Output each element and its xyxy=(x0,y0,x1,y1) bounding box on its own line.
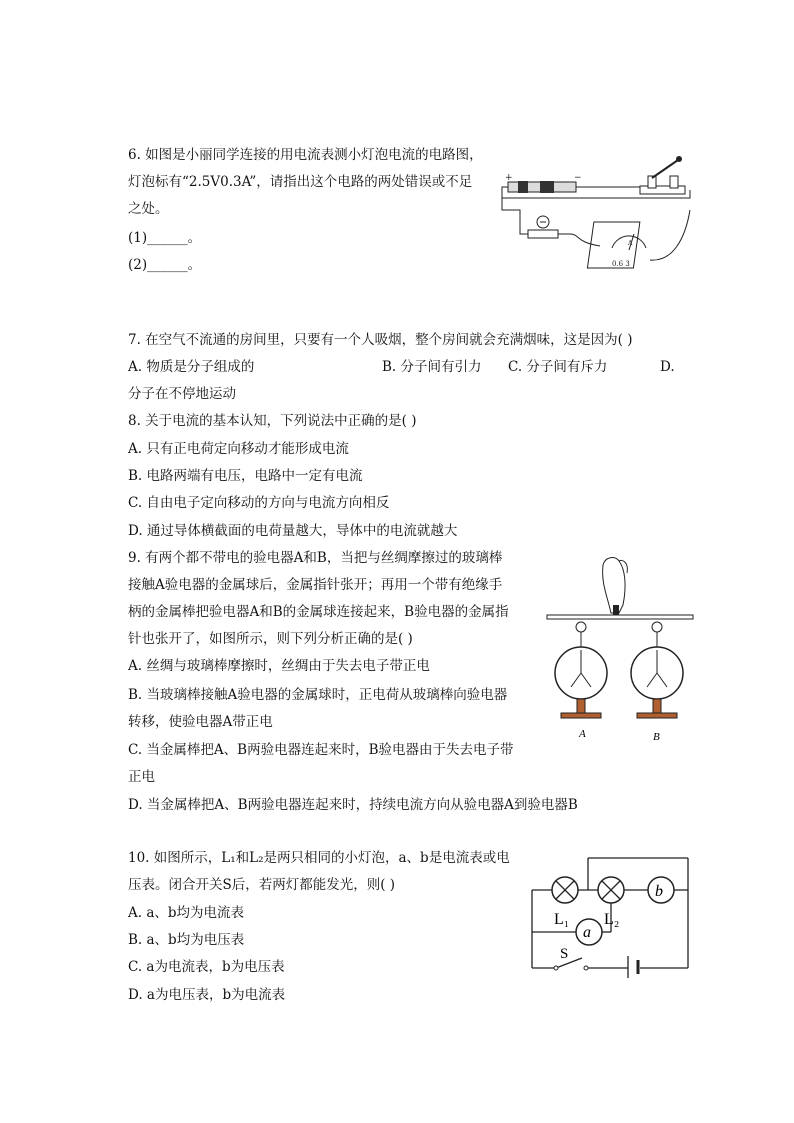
q6-blank-1: (1)______。 xyxy=(128,230,202,246)
q8-option-b: B. 电路两端有电压，电路中一定有电流 xyxy=(128,468,363,484)
metal-rod xyxy=(547,615,693,619)
ammeter-scale-label: 0.6 3 xyxy=(612,260,630,268)
hand-icon xyxy=(603,558,628,615)
lamp-l2-label: L₂ xyxy=(604,911,620,928)
electroscope-a-icon xyxy=(555,622,607,718)
q7-option-d-text: 分子在不停地运动 xyxy=(128,386,236,402)
q6-stem-line1: 6. 如图是小丽同学连接的用电流表测小灯泡电流的电路图， xyxy=(128,147,483,163)
q6-circuit-figure xyxy=(500,150,700,275)
meter-a-label: a xyxy=(583,924,591,941)
q7-option-d-marker: D. xyxy=(660,359,675,375)
q10-option-c: C. a为电流表，b为电压表 xyxy=(128,959,285,975)
q9-option-b-line2: 转移，使验电器A带正电 xyxy=(128,714,273,730)
q8-option-a: A. 只有正电荷定向移动才能形成电流 xyxy=(128,441,349,457)
q10-stem-line2: 压表。闭合开关S后，若两灯都能发光，则( ) xyxy=(128,877,396,893)
q7-option-c: C. 分子间有斥力 xyxy=(508,359,608,375)
q7-option-b: B. 分子间有引力 xyxy=(382,359,482,375)
q10-option-b: B. a、b均为电压表 xyxy=(128,932,245,948)
q10-option-a: A. a、b均为电流表 xyxy=(128,905,245,921)
q9-stem-line2: 接触A验电器的金属球后，金属指针张开；再用一个带有绝缘手 xyxy=(128,577,503,593)
q9-option-c-line2: 正电 xyxy=(128,769,155,785)
q7-option-a: A. 物质是分子组成的 xyxy=(128,359,255,375)
q9-electroscope-figure xyxy=(545,555,695,745)
q9-stem-line3: 柄的金属棒把验电器A和B的金属球连接起来，B验电器的金属指 xyxy=(128,604,509,620)
q6-blank-2: (2)______。 xyxy=(128,257,202,273)
electroscope-b-label: B xyxy=(653,731,660,743)
q10-stem-line1: 10. 如图所示，L₁和L₂是两只相同的小灯泡，a、b是电流表或电 xyxy=(128,850,510,866)
lamp-l1-icon xyxy=(552,877,578,903)
lamp-l1-label: L₁ xyxy=(554,911,570,928)
q9-stem-line4: 针也张开了，如图所示，则下列分析正确的是( ) xyxy=(128,631,413,647)
q10-option-d: D. a为电压表，b为电流表 xyxy=(128,987,286,1003)
q8-stem: 8. 关于电流的基本认知，下列说法中正确的是( ) xyxy=(128,413,417,429)
electroscope-a-label: A xyxy=(579,728,586,740)
lamp-l2-icon xyxy=(598,877,624,903)
q8-option-d: D. 通过导体横截面的电荷量越大，导体中的电流就越大 xyxy=(128,523,458,539)
switch-icon xyxy=(640,156,685,194)
q9-option-d: D. 当金属棒把A、B两验电器连起来时，持续电流方向从验电器A到验电器B xyxy=(128,797,578,813)
q9-option-c-line1: C. 当金属棒把A、B两验电器连起来时，B验电器由于失去电子带 xyxy=(128,742,514,758)
q10-circuit-figure xyxy=(528,852,693,972)
q8-option-c: C. 自由电子定向移动的方向与电流方向相反 xyxy=(128,495,390,511)
q9-stem-line1: 9. 有两个都不带电的验电器A和B，当把与丝绸摩擦过的玻璃棒 xyxy=(128,550,503,566)
svg-text:A: A xyxy=(628,240,633,247)
svg-text:−: − xyxy=(574,173,582,183)
q9-option-b-line1: B. 当玻璃棒接触A验电器的金属球时，正电荷从玻璃棒向验电器 xyxy=(128,687,508,703)
q6-stem-line2: 灯泡标有“2.5V0.3A”，请指出这个电路的两处错误或不足 xyxy=(128,174,473,190)
q9-option-a: A. 丝绸与玻璃棒摩擦时，丝绸由于失去电子带正电 xyxy=(128,658,430,674)
q6-stem-line3: 之处。 xyxy=(128,201,169,217)
q7-stem: 7. 在空气不流通的房间里，只要有一个人吸烟，整个房间就会充满烟味，这是因为( ) xyxy=(128,332,633,348)
svg-text:+: + xyxy=(505,173,513,183)
bulb-icon xyxy=(528,216,558,238)
meter-b-label: b xyxy=(655,883,663,900)
switch-s-label: S xyxy=(560,946,569,962)
battery-icon xyxy=(505,173,582,193)
electroscope-b-icon xyxy=(631,622,683,718)
